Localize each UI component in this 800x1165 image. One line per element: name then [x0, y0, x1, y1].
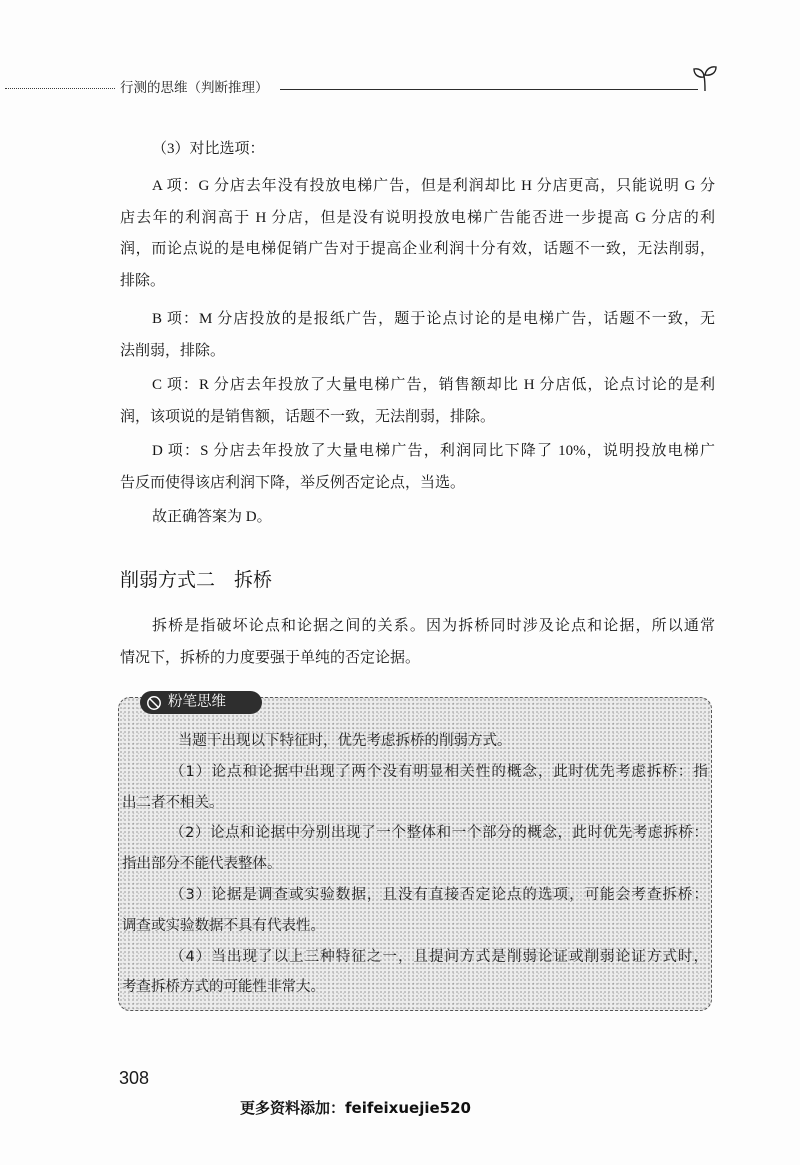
option-b-line: 法削弱，排除。 [120, 342, 226, 359]
page-number: 308 [119, 1068, 150, 1088]
step-heading: （3）对比选项： [152, 141, 265, 157]
section-intro-paragraph [120, 611, 715, 674]
tip-item-line: 调查或实验数据不具有代表性。 [122, 917, 325, 934]
tip-item-line: （4）当出现了以上三种特征之一，且提问方式是削弱论证或削弱论证方式时， [170, 948, 708, 965]
tip-box-content [122, 726, 708, 1003]
footer-note: 更多资料添加：feifeixuejie520 [240, 1099, 471, 1117]
tip-item-line: （1）论点和论据中出现了两个没有明显相关性的概念，此时优先考虑拆桥：指 [170, 763, 708, 780]
circle-slash-icon [146, 695, 162, 711]
option-a-line: 润，而论点说的是电梯促销广告对于提高企业利润十分有效，话题不一致，无法削弱， [120, 241, 715, 257]
tip-tag-label: 粉笔思维 [168, 694, 226, 710]
tip-item-line: 出二者不相关。 [122, 794, 224, 811]
tip-item-line: 考查拆桥方式的可能性非常大。 [122, 979, 325, 996]
option-d-line: D 项：S 分店去年投放了大量电梯广告，利润同比下降了 10%，说明投放电梯广 [152, 443, 715, 459]
option-c-line: 润，该项说的是销售额，话题不一致，无法削弱，排除。 [120, 408, 496, 425]
option-d-line: 告反而使得该店利润下降，举反例否定论点，当选。 [120, 474, 466, 491]
option-b-paragraph [120, 304, 715, 367]
tip-item-line: 指出部分不能代表整体。 [122, 856, 282, 873]
tip-item-line: （3）论据是调查或实验数据，且没有直接否定论点的选项，可能会考查拆桥： [170, 886, 708, 903]
option-a-line: 店去年的利润高于 H 分店，但是没有说明投放电梯广告能否进一步提高 G 分店的利 [120, 209, 715, 226]
option-b-line: B 项：M 分店投放的是报纸广告，题于论点讨论的是电梯广告，话题不一致，无 [152, 311, 715, 327]
option-a-line: 排除。 [120, 272, 166, 289]
section-intro-line: 拆桥是指破坏论点和论据之间的关系。因为拆桥同时涉及论点和论据，所以通常 [152, 618, 715, 634]
tip-item-line: （2）论点和论据中分别出现了一个整体和一个部分的概念，此时优先考虑拆桥： [170, 825, 708, 842]
section-heading: 削弱方式二 拆桥 [120, 569, 273, 591]
header-dotted-rule [5, 88, 115, 89]
tip-box [118, 697, 712, 1011]
option-c-paragraph [120, 370, 715, 433]
conclusion-paragraph [120, 502, 715, 534]
sprout-icon [692, 64, 718, 92]
tip-lead-line: 当题干出现以下特征时，优先考虑拆桥的削弱方式。 [178, 733, 512, 749]
step-heading-block [120, 134, 715, 166]
header-rule [280, 89, 698, 90]
conclusion-line: 故正确答案为 D。 [152, 509, 272, 525]
option-d-paragraph [120, 436, 715, 499]
section-intro-line: 情况下，拆桥的力度要强于单纯的否定论据。 [120, 649, 421, 666]
option-a-paragraph [120, 171, 715, 297]
option-c-line: C 项：R 分店去年投放了大量电梯广告，销售额却比 H 分店低，论点讨论的是利 [152, 377, 715, 393]
tip-tag [140, 691, 262, 714]
option-a-line: A 项：G 分店去年没有投放电梯广告，但是利润却比 H 分店更高，只能说明 G 分 [152, 178, 715, 194]
running-header-title: 行测的思维（判断推理） [120, 80, 269, 96]
